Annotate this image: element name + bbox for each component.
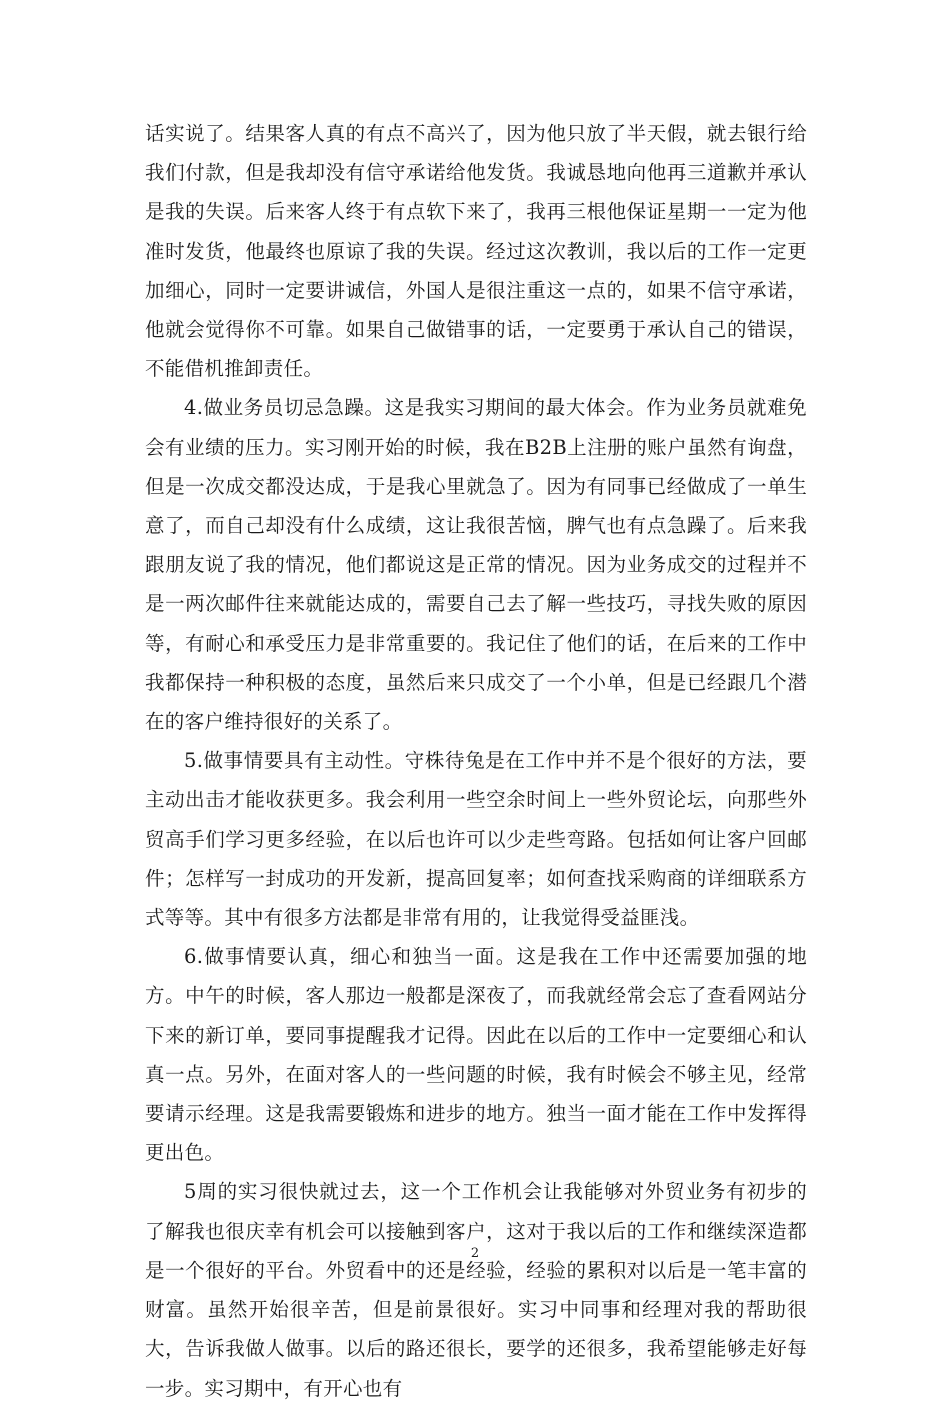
paragraph-point-5: 5.做事情要具有主动性。守株待兔是在工作中并不是个很好的方法，要主动出击才能收获更多。我会利用一些空余时间上一些外贸论坛，向那些外贸高手们学习更多经验，在以后也许可以少走些弯路。包括如何让客户回邮件；怎样写一封成功的开发新，提高回复率；如何查找采购商的详细联系方式等等。其中有很多方法都是非常有用的，让我觉得受益匪浅。 <box>145 749 807 930</box>
paragraph-point-6: 6.做事情要认真，细心和独当一面。这是我在工作中还需要加强的地方。中午的时候，客人那边一般都是深夜了，而我就经常会忘了查看网站分下来的新订单，要同事提醒我才记得。因此在以后的工作中一定要细心和认真一点。另外，在面对客人的一些问题的时候，我有时候会不够主见，经常要请示经理。这是我需要锻炼和进步的地方。独当一面才能在工作中发挥得更出色。 <box>145 945 807 1165</box>
paragraph-point-4: 4.做业务员切忌急躁。这是我实习期间的最大体会。作为业务员就难免会有业绩的压力。实习刚开始的时候，我在B2B上注册的账户虽然有询盘，但是一次成交都没达成，于是我心里就急了。因为有同事已经做成了一单生意了，而自己却没有什么成绩，这让我很苦恼，脾气也有点急躁了。后来我跟朋友说了我的情况，他们都说这是正常的情况。因为业务成交的过程并不是一两次邮件往来就能达成的，需要自己去了解一些技巧，寻找失败的原因等，有耐心和承受压力是非常重要的。我记住了他们的话，在后来的工作中我都保持一种积极的态度，虽然后来只成交了一个小单，但是已经跟几个潜在的客户维持很好的关系了。 <box>145 396 807 734</box>
paragraph-continuation: 话实说了。结果客人真的有点不高兴了，因为他只放了半天假，就去银行给我们付款，但是我却没有信守承诺给他发货。我诚恳地向他再三道歉并承认是我的失误。后来客人终于有点软下来了，我再三根他保证星期一一定为他准时发货，他最终也原谅了我的失误。经过这次教训，我以后的工作一定更加细心，同时一定要讲诚信，外国人是很注重这一点的，如果不信守承诺，他就会觉得你不可靠。如果自己做错事的话，一定要勇于承认自己的错误，不能借机推卸责任。 <box>145 122 807 381</box>
page-number: 2 <box>470 1246 480 1261</box>
paragraph-summary: 5周的实习很快就过去，这一个工作机会让我能够对外贸业务有初步的了解我也很庆幸有机会可以接触到客户，这对于我以后的工作和继续深造都是一个很好的平台。外贸看中的还是经验，经验的累积对以后是一笔丰富的财富。虽然开始很辛苦，但是前景很好。实习中同事和经理对我的帮助很大，告诉我做人做事。以后的路还很长，要学的还很多，我希望能够走好每一步。实习期中，有开心也有 <box>145 1180 807 1400</box>
body-text <box>145 114 807 1408</box>
